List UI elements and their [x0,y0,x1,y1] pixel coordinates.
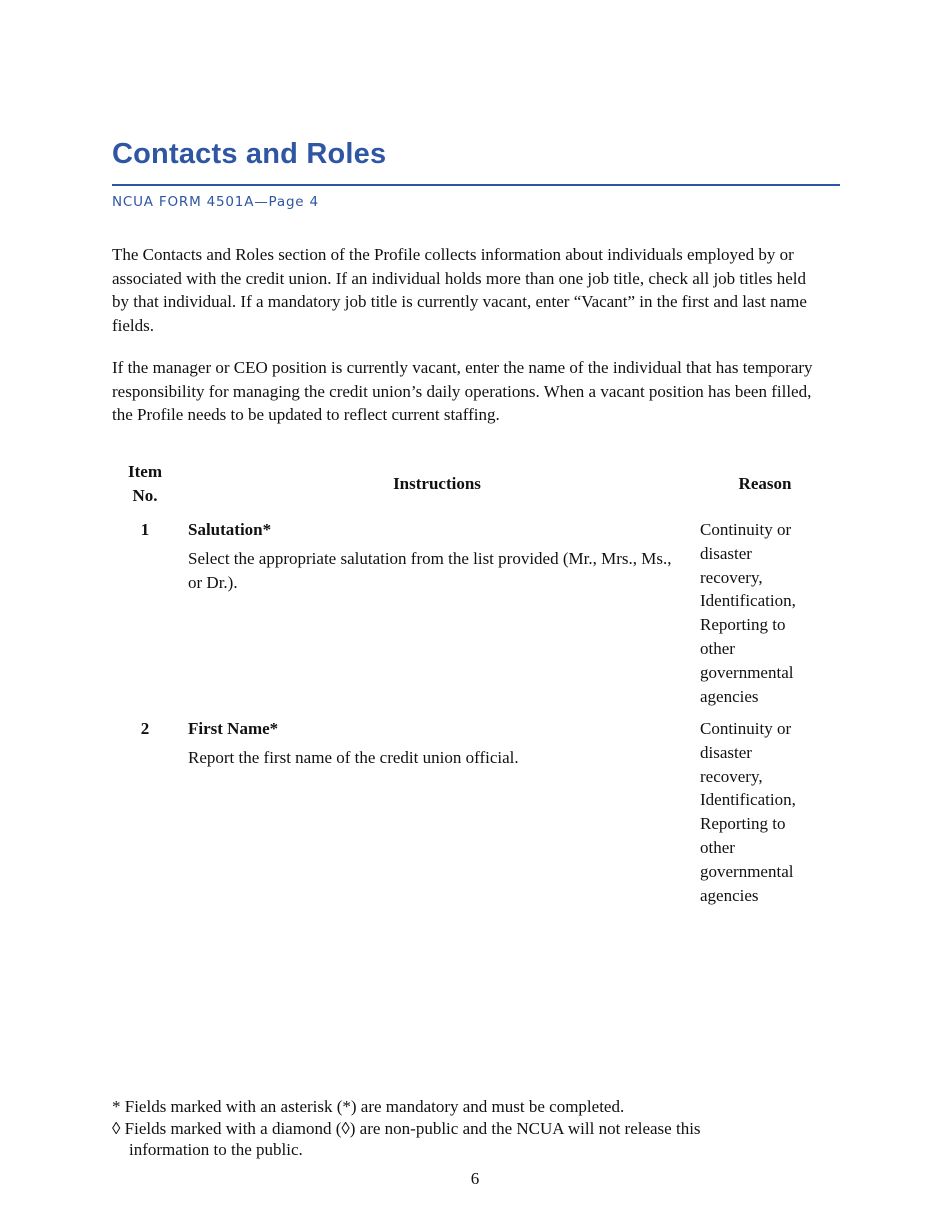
footnote-diamond-continued: information to the public. [129,1140,303,1159]
column-header-reason: Reason [738,474,792,493]
field-instructions: Report the first name of the credit union official. [188,748,519,767]
intro-paragraph-2: If the manager or CEO position is currently vacant, enter the name of the individual that has temporary responsibility for managing the credit union’s daily operations. When a vacant position has been filled, the Profile needs to be updated to reflect current staffing. [112,358,813,425]
reason-line: Reporting to [700,615,786,635]
reason-line: other [700,837,735,857]
reason-line: Continuity or [700,719,792,738]
reason-line: Identification, [700,591,796,611]
reason-line: disaster [700,543,752,563]
form-page-label: NCUA FORM 4501A—Page 4 [112,194,319,210]
reason-line: agencies [700,885,759,905]
field-name: First Name* [188,719,279,738]
reason-line: recovery, [700,567,763,587]
reason-line: agencies [700,686,759,706]
reason-line: governmental [700,861,794,881]
field-reason [700,717,830,907]
reason-line: other [700,638,735,658]
column-header-instructions: Instructions [393,474,481,493]
page-number: 6 [470,1169,480,1188]
column-header-item-no [112,460,178,507]
field-instructions: Select the appropriate salutation from the list provided (Mr., Mrs., Ms., or Dr.). [188,549,672,592]
column-header-item-line2: No. [132,485,158,505]
reason-line: governmental [700,662,794,682]
item-number: 2 [140,719,150,738]
footnote-asterisk: * Fields marked with an asterisk (*) are mandatory and must be completed. [112,1097,625,1116]
reason-line: disaster [700,742,752,762]
footnotes [112,1096,832,1161]
reason-line: Reporting to [700,814,786,834]
reason-line: recovery, [700,766,763,786]
field-reason [700,518,830,708]
column-header-item-line1: Item [128,462,162,481]
title-divider [112,184,840,186]
item-number: 1 [140,520,150,539]
footnote-diamond: ◊ Fields marked with a diamond (◊) are non-public and the NCUA will not release this [112,1118,701,1138]
intro-paragraph-1: The Contacts and Roles section of the Profile collects information about individuals employed by or associated with the credit union. If an individual holds more than one job title, check all job titles held by that individual. If a mandatory job title is currently vacant, enter “Vacant” in the first and last name fields. [112,245,807,336]
reason-line: Continuity or [700,520,792,539]
reason-line: Identification, [700,790,796,810]
field-name: Salutation* [188,520,272,539]
page-title: Contacts and Roles [112,138,387,170]
